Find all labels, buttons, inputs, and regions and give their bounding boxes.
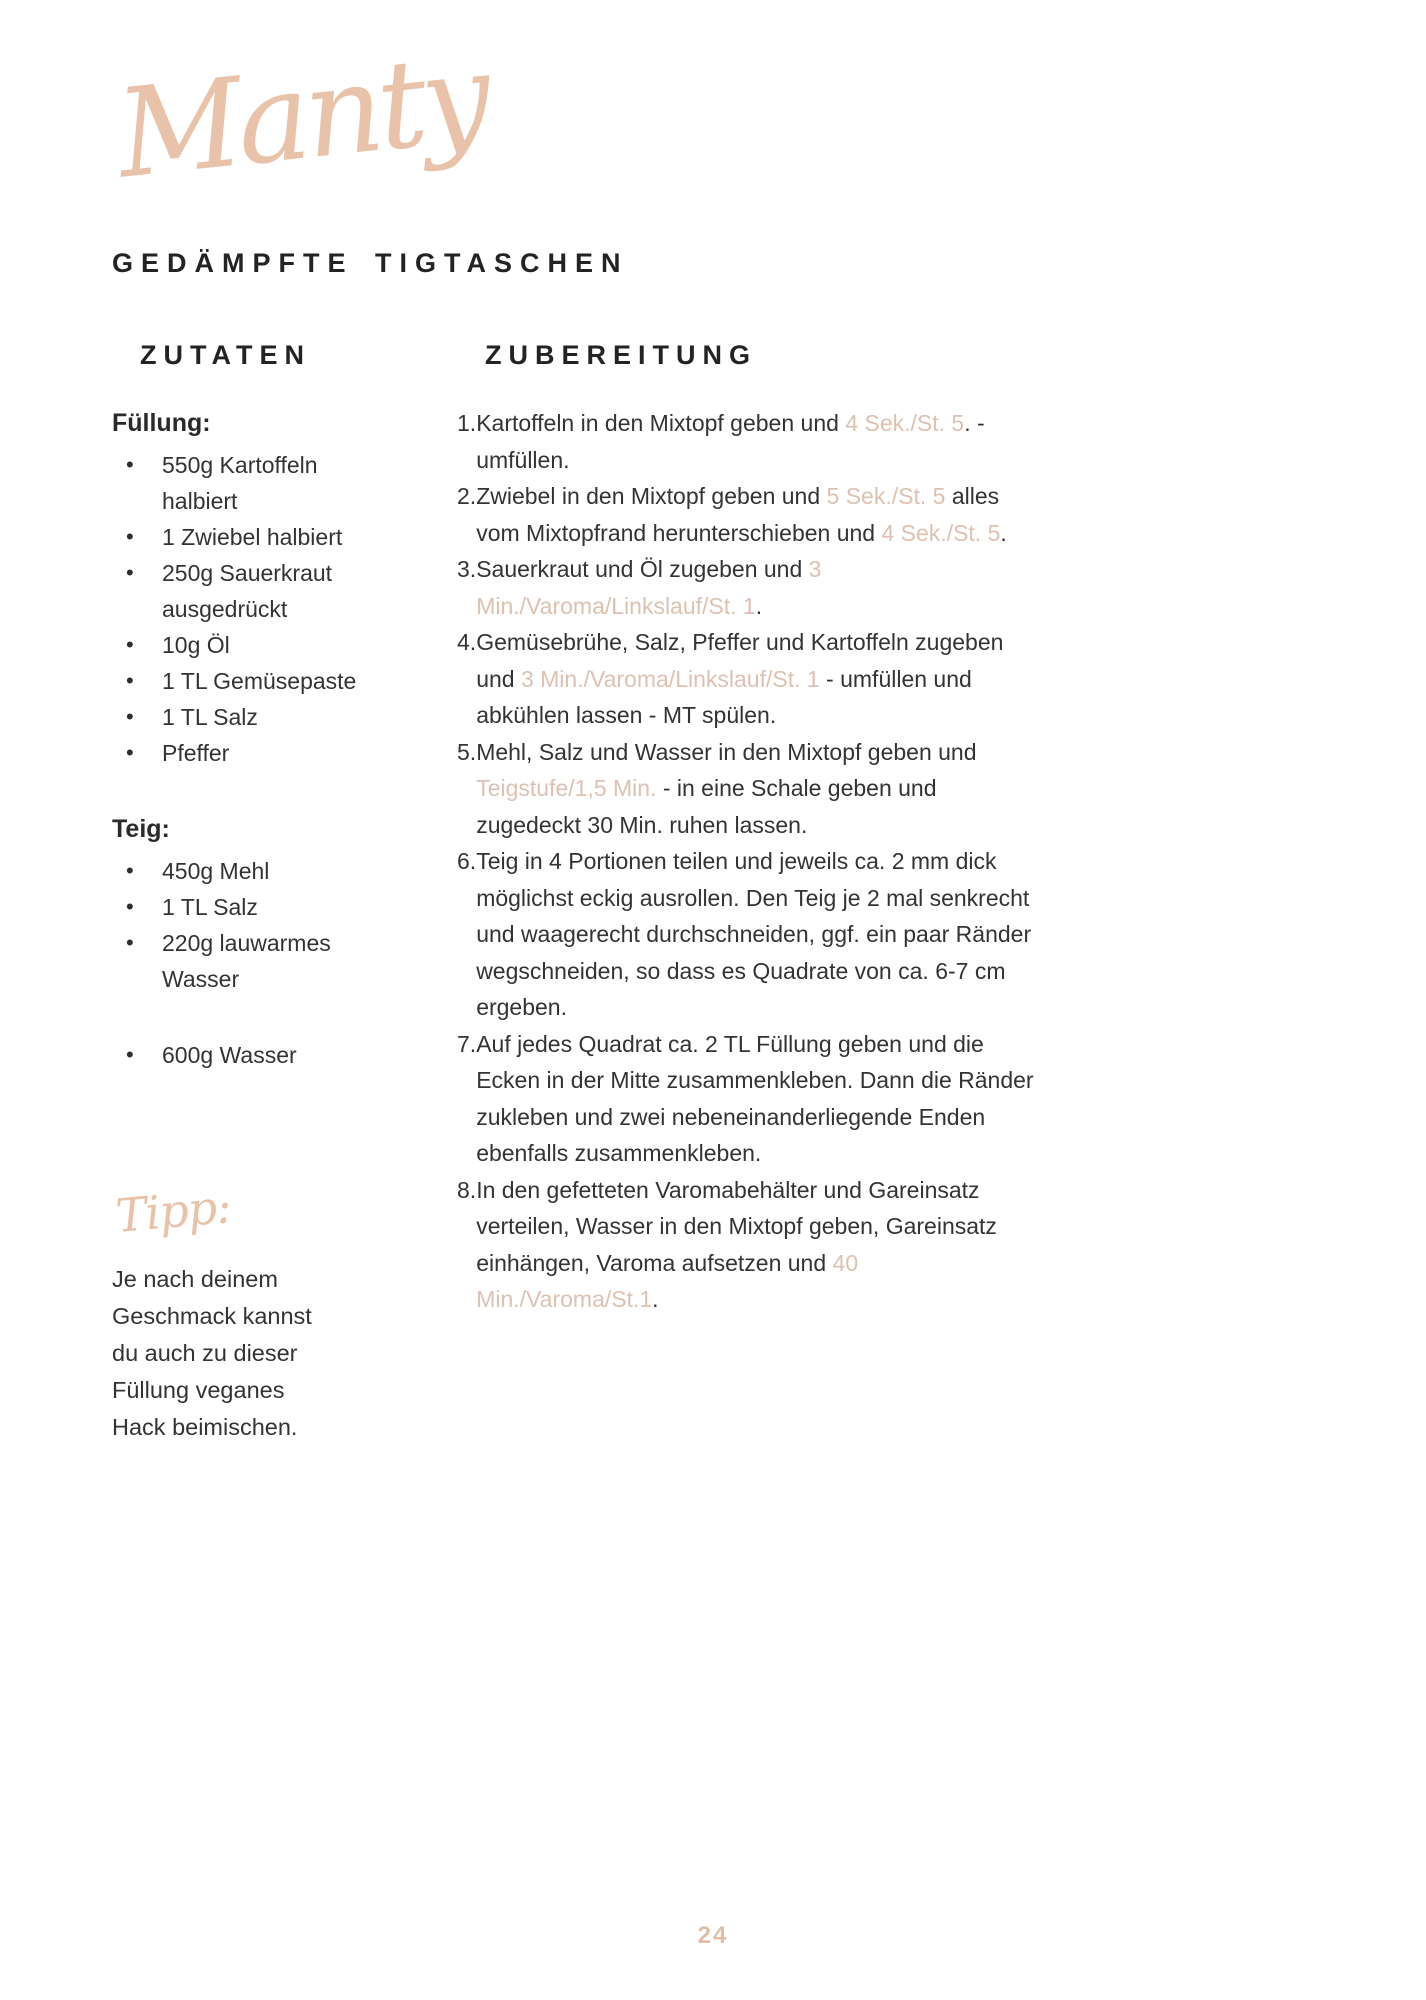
step-text	[476, 551, 1042, 624]
step-number: 8.	[457, 1176, 477, 1203]
recipe-subtitle: GEDÄMPFTE TIGTASCHEN	[112, 248, 629, 278]
step-text-segment: Sauerkraut und Öl zugeben und	[476, 556, 809, 582]
recipe-title-script: Manty	[110, 25, 493, 206]
tip-label-script: Tipp:	[113, 1179, 233, 1243]
ingredient-group	[112, 405, 424, 771]
ingredient-item	[112, 555, 424, 627]
thermomix-setting-highlight: 4 Sek./St. 5	[881, 519, 1001, 546]
step-number: 4.	[457, 629, 477, 655]
step-text-segment: .	[1000, 519, 1007, 546]
ingredient-list	[112, 853, 424, 997]
page-number: 24	[697, 1922, 729, 1949]
bullet-icon: •	[126, 740, 134, 765]
step-text-segment: Teig in 4 Portionen teilen und jeweils ca. 2 mm dick möglichst eckig ausrollen. Den Teig je 2 mal senkrecht und waagerecht durchschneiden, ggf. ein paar Ränder wegschneiden, so dass es Quadrate von ca. 6-7 cm ergeben.	[476, 848, 1032, 1020]
ingredient-text: 450g Mehl	[162, 858, 270, 884]
step-text-segment: - in eine Schale geben und zugedeckt 30 Min. ruhen lassen.	[476, 775, 937, 838]
step-text	[476, 405, 1042, 478]
bullet-icon: •	[126, 894, 134, 919]
thermomix-setting-highlight: Teigstufe/1,5 Min.	[476, 775, 657, 801]
step-text-segment: .	[652, 1286, 659, 1312]
step-number: 6.	[457, 848, 477, 874]
ingredient-item	[112, 735, 424, 771]
thermomix-setting-highlight: 4 Sek./St. 5	[845, 410, 965, 436]
ingredient-item	[112, 663, 424, 699]
bullet-icon: •	[126, 704, 134, 729]
ingredient-group	[112, 1037, 424, 1073]
step-text-segment: Zwiebel in den Mixtopf geben und	[476, 483, 827, 509]
ingredient-item	[112, 889, 424, 925]
thermomix-setting-highlight: 3 Min./Varoma/Linkslauf/St. 1	[520, 665, 820, 692]
ingredient-text: 1 TL Salz	[162, 894, 258, 920]
bullet-icon: •	[126, 452, 134, 477]
step-text-segment: alles vom Mixtopfrand herunterschieben und	[476, 483, 1000, 546]
step-text-segment: - umfüllen und abkühlen lassen - MT spülen.	[476, 665, 972, 728]
ingredient-text: 1 TL Salz	[162, 704, 258, 730]
ingredient-item	[112, 1037, 424, 1073]
ingredient-group-label: Füllung:	[112, 409, 211, 437]
step-text	[476, 843, 1042, 1026]
step-text-segment: In den gefetteten Varomabehälter und Gareinsatz verteilen, Wasser in den Mixtopf geben, Gareinsatz einhängen, Varoma aufsetzen und	[476, 1176, 997, 1276]
ingredient-list	[112, 447, 424, 771]
step-text-segment: . - umfüllen.	[476, 410, 985, 473]
step-text	[476, 734, 1042, 844]
step-text	[476, 624, 1042, 734]
tip-text: Je nach deinem Geschmack kannst du auch zu dieser Füllung veganes Hack beimischen.	[112, 1266, 312, 1440]
ingredient-text: Pfeffer	[162, 740, 230, 766]
thermomix-setting-highlight: 5 Sek./St. 5	[826, 483, 946, 509]
step-item	[457, 624, 1042, 734]
step-text	[476, 1172, 1042, 1318]
ingredient-group-label: Teig:	[112, 815, 170, 843]
step-text-segment: Kartoffeln in den Mixtopf geben und	[476, 410, 846, 436]
ingredient-item	[112, 853, 424, 889]
ingredient-list	[112, 1037, 424, 1073]
ingredient-text: 220g lauwarmes Wasser	[162, 930, 331, 992]
ingredient-text: 10g Öl	[162, 632, 230, 658]
step-item	[457, 478, 1042, 551]
preparation-column	[457, 340, 1042, 1446]
ingredient-item	[112, 925, 424, 997]
ingredient-item	[112, 699, 424, 735]
step-text-segment: Mehl, Salz und Wasser in den Mixtopf geben und	[476, 738, 977, 765]
ingredient-text: 600g Wasser	[162, 1042, 297, 1068]
step-item	[457, 405, 1042, 478]
preparation-heading: ZUBEREITUNG	[485, 340, 757, 370]
ingredient-text: 1 TL Gemüsepaste	[162, 668, 357, 694]
step-text	[476, 478, 1042, 551]
step-item	[457, 843, 1042, 1026]
step-number: 2.	[457, 483, 477, 509]
bullet-icon: •	[126, 858, 134, 883]
tip-block	[112, 1179, 424, 1446]
ingredient-group	[112, 811, 424, 997]
bullet-icon: •	[126, 524, 134, 549]
step-text-segment: .	[755, 592, 763, 619]
bullet-icon: •	[126, 1042, 134, 1067]
bullet-icon: •	[126, 560, 134, 585]
step-number: 3.	[457, 556, 477, 582]
bullet-icon: •	[126, 930, 134, 955]
step-number: 1.	[457, 410, 477, 436]
step-text	[476, 1026, 1042, 1172]
bullet-icon: •	[126, 632, 134, 657]
step-text-segment: Auf jedes Quadrat ca. 2 TL Füllung geben und die Ecken in der Mitte zusammenkleben. Dann die Ränder zukleben und zwei nebeneinanderliegende Enden ebenfalls zusammenkleben.	[476, 1030, 1034, 1166]
step-number: 7.	[457, 1030, 477, 1057]
ingredient-item	[112, 627, 424, 663]
thermomix-setting-highlight: 40 Min./Varoma/St.1	[476, 1249, 859, 1312]
ingredient-item	[112, 519, 424, 555]
step-text-segment: Gemüsebrühe, Salz, Pfeffer und Kartoffeln zugeben und	[476, 629, 1004, 692]
ingredient-text: 550g Kartoffeln halbiert	[162, 452, 318, 514]
step-item	[457, 1026, 1042, 1172]
ingredients-heading: ZUTATEN	[140, 340, 311, 370]
preparation-steps-list	[457, 405, 1042, 1318]
step-number: 5.	[457, 738, 477, 765]
step-item	[457, 1172, 1042, 1318]
step-item	[457, 734, 1042, 844]
ingredients-column	[112, 340, 424, 1446]
ingredient-item	[112, 447, 424, 519]
ingredient-text: 1 Zwiebel halbiert	[162, 524, 343, 550]
ingredient-text: 250g Sauerkraut ausgedrückt	[162, 560, 333, 622]
content-columns	[112, 340, 1042, 1446]
step-item	[457, 551, 1042, 624]
bullet-icon: •	[126, 668, 134, 693]
ingredient-groups	[112, 405, 424, 1073]
thermomix-setting-highlight: 3 Min./Varoma/Linkslauf/St. 1	[476, 556, 822, 619]
